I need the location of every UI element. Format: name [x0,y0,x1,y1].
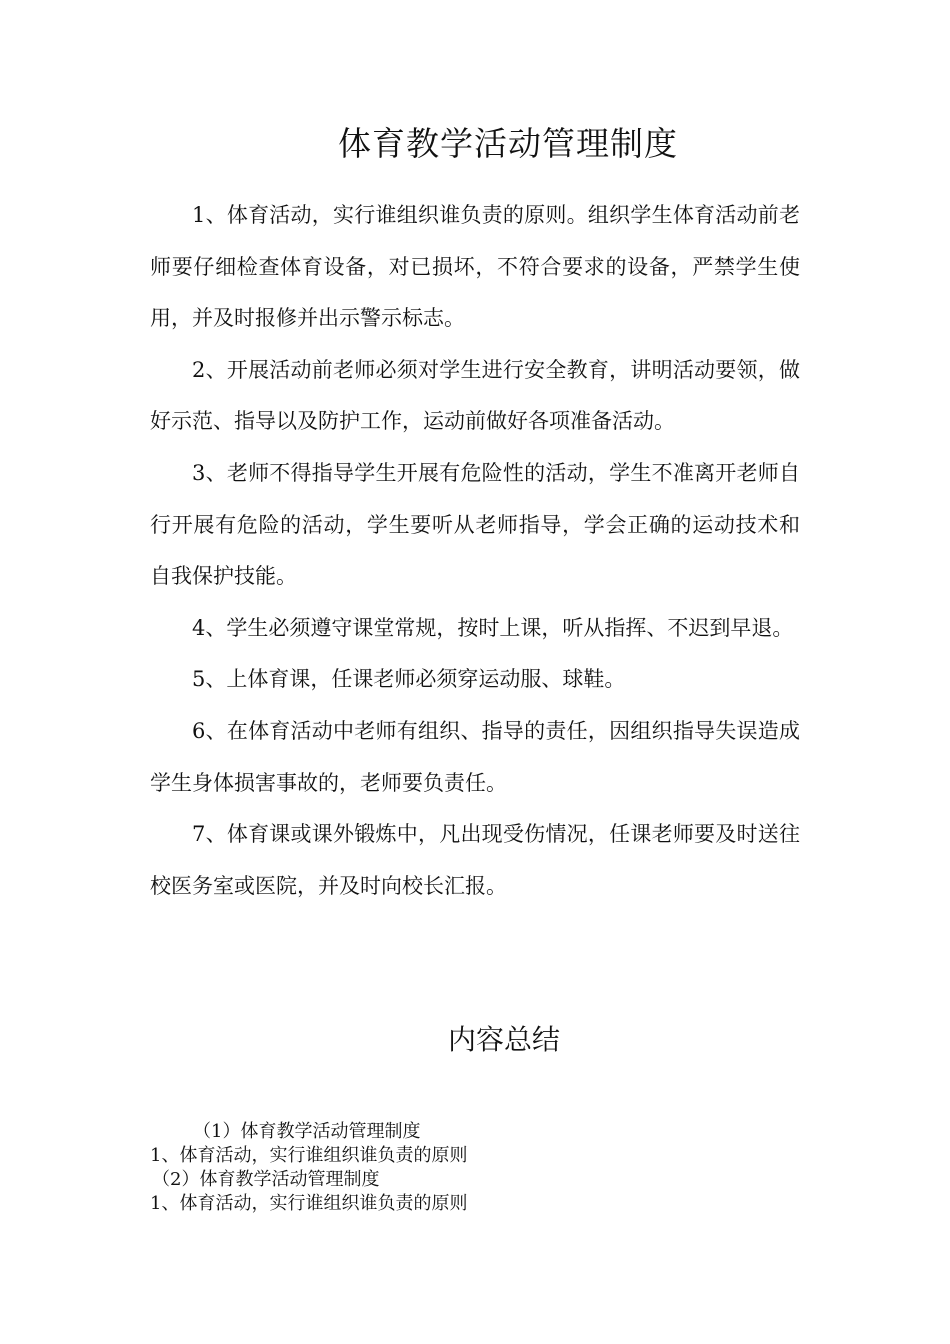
paragraph-1: 1、体育活动，实行谁组织谁负责的原则。组织学生体育活动前老师要仔细检查体育设备，对已损坏，不符合要求的设备，严禁学生使用，并及时报修并出示警示标志。 [150,203,800,331]
summary-line-3: （2）体育教学活动管理制度 [152,1169,380,1190]
summary-line-2: 1、体育活动，实行谁组织谁负责的原则 [150,1145,468,1166]
summary-title: 内容总结 [447,1023,560,1056]
paragraph-6: 6、在体育活动中老师有组织、指导的责任，因组织指导失误造成学生身体损害事故的，老师要负责任。 [150,718,800,795]
document-body [150,190,800,912]
paragraph-5: 5、上体育课，任课老师必须穿运动服、球鞋。 [192,667,626,692]
summary-line-1: （1）体育教学活动管理制度 [193,1121,421,1142]
summary-line-4: 1、体育活动，实行谁组织谁负责的原则 [150,1193,468,1214]
paragraph-7: 7、体育课或课外锻炼中，凡出现受伤情况，任课老师要及时送往校医务室或医院，并及时向校长汇报。 [150,822,800,898]
summary-list [150,1120,790,1216]
paragraph-3: 3、老师不得指导学生开展有危险性的活动，学生不准离开老师自行开展有危险的活动，学生要听从老师指导，学会正确的运动技术和自我保护技能。 [150,460,800,589]
paragraph-4: 4、学生必须遵守课堂常规，按时上课，听从指挥、不迟到早退。 [192,615,794,640]
paragraph-2: 2、开展活动前老师必须对学生进行安全教育，讲明活动要领，做好示范、指导以及防护工作，运动前做好各项准备活动。 [150,357,800,434]
document-title: 体育教学活动管理制度 [338,124,678,163]
